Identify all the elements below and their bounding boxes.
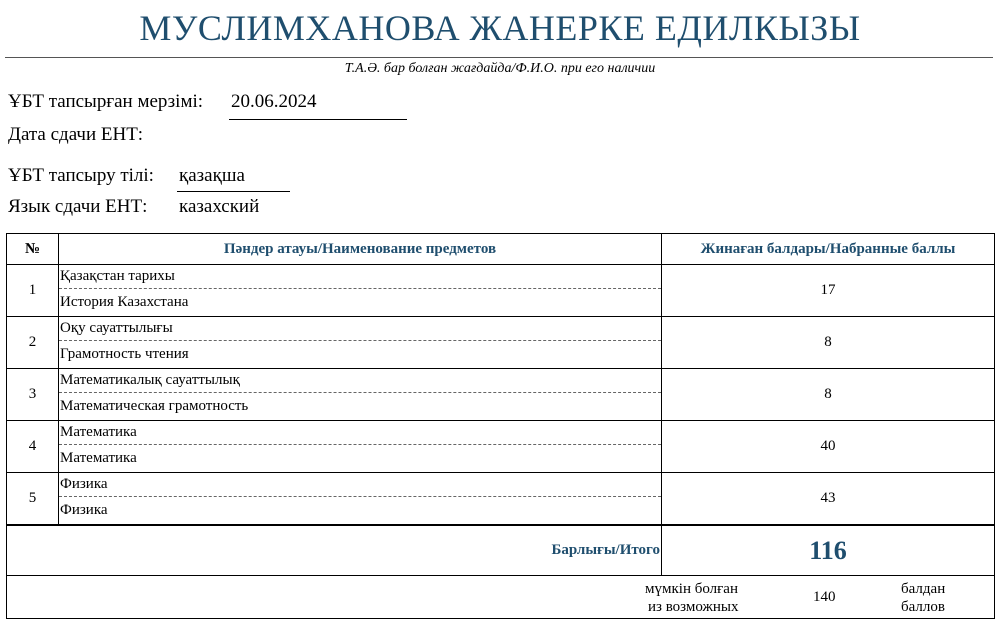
exam-language-value-kz: қазақша [179, 165, 245, 186]
subject-name-ru: Математическая грамотность [60, 398, 249, 414]
exam-date-label-ru: Дата сдачи ЕНТ: [8, 124, 144, 145]
score-value: 40 [662, 421, 995, 473]
subject-name-kz: Қазақстан тарихы [59, 265, 661, 289]
possible-cell [7, 576, 995, 619]
row-num: 5 [7, 473, 59, 526]
possible-value: 140 [813, 589, 836, 605]
possible-label-right [901, 580, 945, 616]
exam-language-underline [177, 191, 290, 192]
header-score: Жинаған балдары/Набранные баллы [662, 234, 995, 265]
score-value: 8 [662, 317, 995, 369]
total-value: 116 [662, 525, 995, 576]
possible-label-left [645, 580, 785, 616]
possible-row [7, 576, 995, 619]
score-value: 43 [662, 473, 995, 526]
table-row [7, 265, 995, 317]
score-value: 17 [662, 265, 995, 317]
score-value: 8 [662, 369, 995, 421]
subject-name-ru: Физика [60, 502, 108, 518]
possible-label-kz: мүмкін болған [645, 581, 738, 597]
header-subject: Пәндер атауы/Наименование предметов [59, 234, 662, 265]
possible-label-ru: из возможных [648, 599, 739, 615]
row-num: 3 [7, 369, 59, 421]
subject-name-kz: Оқу сауаттылығы [59, 317, 661, 341]
subject-name-kz: Математика [59, 421, 661, 445]
subject-name-ru: Математика [60, 450, 137, 466]
row-num: 1 [7, 265, 59, 317]
subject-name-ru: История Казахстана [60, 294, 189, 310]
exam-date-label-kz: ҰБТ тапсырған мерзімі: [8, 91, 204, 112]
subject-cell [59, 317, 662, 369]
subject-name-kz: Физика [59, 473, 661, 497]
exam-date-underline [229, 119, 407, 120]
subject-cell [59, 265, 662, 317]
table-header-row [7, 234, 995, 265]
name-caption: Т.А.Ә. бар болған жағдайда/Ф.И.О. при его наличии [344, 61, 656, 76]
header-num: № [7, 234, 59, 265]
table-row [7, 369, 995, 421]
exam-date-value: 20.06.2024 [231, 91, 317, 112]
total-row [7, 525, 995, 576]
subject-cell [59, 421, 662, 473]
table-row [7, 317, 995, 369]
points-word-kz: балдан [901, 581, 946, 597]
full-name: МУСЛИМХАНОВА ЖАНЕРКЕ ЕДИЛКЫЗЫ [139, 8, 861, 48]
name-underline [5, 57, 993, 58]
subject-name-ru: Грамотность чтения [60, 346, 189, 362]
exam-language-label-ru: Язык сдачи ЕНТ: [8, 196, 148, 217]
table-row [7, 421, 995, 473]
subject-cell [59, 369, 662, 421]
row-num: 2 [7, 317, 59, 369]
table-row [7, 473, 995, 526]
points-word-ru: баллов [901, 599, 945, 615]
total-label: Барлығы/Итого [7, 525, 662, 576]
subject-name-kz: Математикалық сауаттылық [59, 369, 661, 393]
exam-language-value-ru: казахский [179, 196, 260, 217]
scores-table [6, 233, 995, 619]
exam-language-label-kz: ҰБТ тапсыру тілі: [8, 165, 154, 186]
row-num: 4 [7, 421, 59, 473]
subject-cell [59, 473, 662, 526]
